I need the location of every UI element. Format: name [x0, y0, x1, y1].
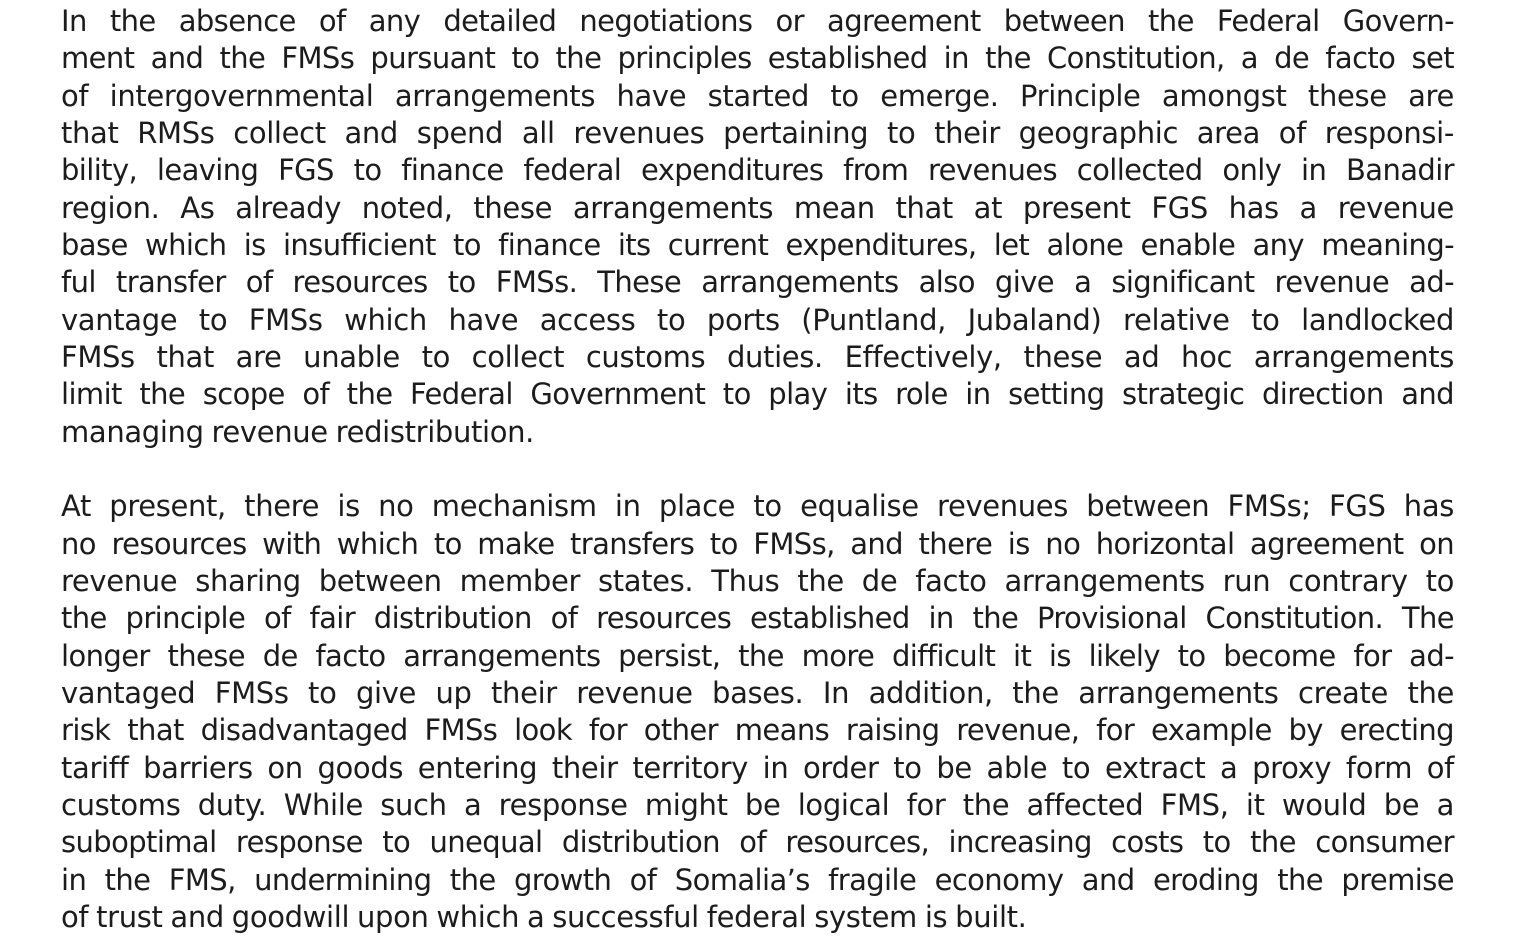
paragraph-line: risk that disadvantaged FMSs look for other means raising revenue, for example by erecting — [61, 713, 1454, 747]
paragraph-line: the principle of fair distribution of resources established in the Provisional Constitution. The — [61, 601, 1454, 635]
paragraph-line: base which is insufficient to finance its current expenditures, let alone enable any meaning- — [61, 228, 1454, 262]
paragraph-line: longer these de facto arrangements persist, the more difficult it is likely to become for ad- — [61, 639, 1454, 673]
paragraph-line: tariff barriers on goods entering their territory in order to be able to extract a proxy form of — [61, 751, 1454, 785]
paragraph-line: that RMSs collect and spend all revenues pertaining to their geographic area of responsi- — [61, 116, 1454, 150]
paragraph-line: in the FMS, undermining the growth of Somalia’s fragile economy and eroding the premise — [61, 863, 1454, 897]
paragraph-line: no resources with which to make transfers to FMSs, and there is no horizontal agreement on — [61, 527, 1454, 561]
paragraph-line: suboptimal response to unequal distribution of resources, increasing costs to the consumer — [61, 825, 1454, 859]
paragraph-line: region. As already noted, these arrangements mean that at present FGS has a revenue — [61, 191, 1454, 225]
paragraph-line: revenue sharing between member states. Thus the de facto arrangements run contrary to — [61, 564, 1454, 598]
paragraph-line: of trust and goodwill upon which a successful federal system is built. — [61, 900, 1027, 934]
paragraph-line: FMSs that are unable to collect customs duties. Effectively, these ad hoc arrangements — [61, 340, 1454, 374]
paragraph-line: customs duty. While such a response might be logical for the affected FMS, it would be a — [61, 788, 1454, 822]
paragraph-line: vantaged FMSs to give up their revenue bases. In addition, the arrangements create the — [61, 676, 1454, 710]
paragraph-line: vantage to FMSs which have access to ports (Puntland, Jubaland) relative to landlocked — [61, 303, 1454, 337]
paragraph-line: In the absence of any detailed negotiations or agreement between the Federal Govern- — [61, 4, 1454, 38]
paragraph-line: ful transfer of resources to FMSs. These arrangements also give a significant revenue ad- — [61, 265, 1454, 299]
paragraph-line: bility, leaving FGS to finance federal expenditures from revenues collected only in Banadir — [61, 153, 1454, 187]
paragraph-line: managing revenue redistribution. — [61, 415, 535, 449]
paragraph-line: ment and the FMSs pursuant to the principles established in the Constitution, a de facto set — [61, 41, 1454, 75]
paragraph-line: limit the scope of the Federal Government to play its role in setting strategic direction and — [61, 377, 1454, 411]
paragraph-line: of intergovernmental arrangements have started to emerge. Principle amongst these are — [61, 79, 1454, 113]
paragraph-line: At present, there is no mechanism in place to equalise revenues between FMSs; FGS has — [61, 489, 1454, 523]
